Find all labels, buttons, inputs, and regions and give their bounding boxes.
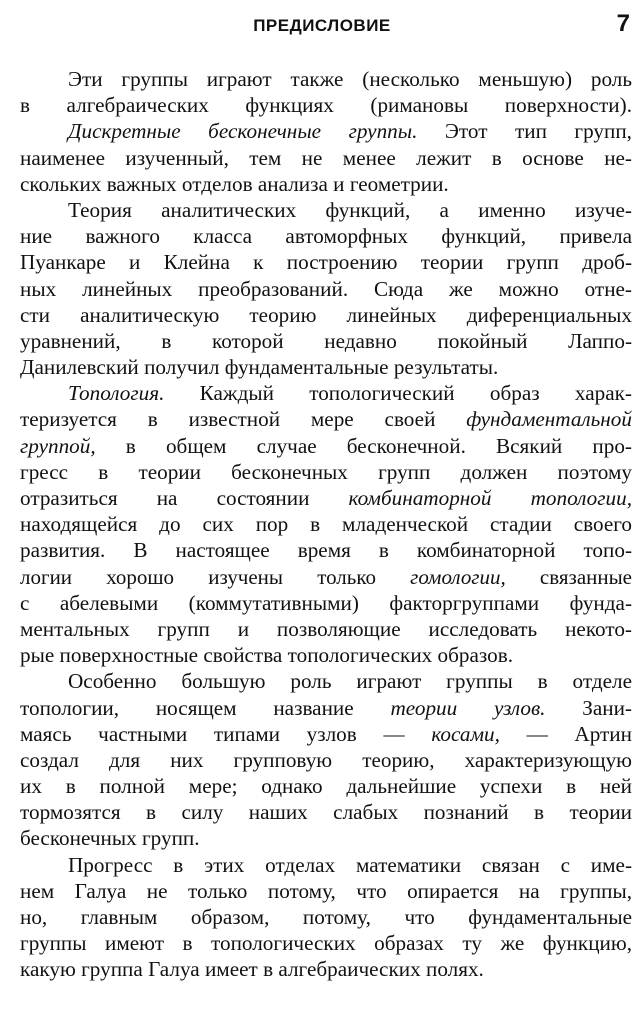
italic-term: фундаментальной — [466, 407, 632, 432]
text-line — [20, 904, 632, 930]
page-header — [0, 8, 644, 40]
line-text: Данилевский получил фундаментальные результаты. — [20, 355, 499, 380]
text-line — [20, 773, 632, 799]
text-line — [20, 145, 632, 171]
line-text: развития. В настоящее время в комбинаторной топо- — [20, 538, 632, 563]
text-line — [20, 276, 632, 302]
text-line — [20, 721, 632, 747]
text-line — [20, 459, 632, 485]
body-text — [20, 66, 632, 983]
italic-term: косами, — [431, 721, 500, 746]
text-line — [20, 799, 632, 825]
line-text: нем Галуа не только потому, что опирается на группы, — [20, 878, 632, 903]
line-text: логии хорошо изучены только — [20, 564, 411, 589]
text-line — [20, 380, 632, 406]
line-text: группы имеют в топологических образах ту же функцию, — [20, 931, 632, 956]
italic-term: Дискретные бесконечные группы. — [68, 119, 418, 144]
line-text: маясь частными типами узлов — — [20, 721, 432, 746]
italic-term: группой, — [20, 433, 96, 458]
text-line — [20, 642, 632, 668]
line-text: отразиться на состоянии — [20, 486, 349, 510]
italic-term: комбинаторной топологии, — [348, 486, 632, 510]
text-line — [20, 825, 632, 851]
text-line — [20, 171, 632, 197]
text-line — [20, 537, 632, 563]
line-text: Теория аналитических функций, а именно изуче- — [68, 197, 632, 222]
line-text: ние важного класса автоморфных функций, привела — [20, 224, 632, 249]
line-text: бесконечных групп. — [20, 826, 200, 851]
text-line — [20, 433, 632, 459]
line-text: Зани- — [545, 695, 632, 720]
text-line — [20, 328, 632, 354]
line-text: Эти группы играют также (несколько меньшую) роль — [68, 67, 632, 91]
text-line — [20, 616, 632, 642]
line-text: Пуанкаре и Клейна к построению теории групп дроб- — [20, 250, 632, 275]
line-text: ментальных групп и позволяющие исследовать некото- — [20, 616, 632, 641]
line-text: уравнений, в которой недавно покойный Лаппо- — [20, 328, 632, 353]
italic-term: Топология. — [68, 381, 165, 406]
text-line — [20, 118, 632, 144]
line-text: топологии, носящем название — [20, 695, 391, 720]
text-line — [20, 249, 632, 275]
text-line — [20, 590, 632, 616]
text-line — [20, 668, 632, 694]
text-line — [20, 956, 632, 982]
line-text: рые поверхностные свойства топологических образов. — [20, 643, 514, 668]
text-line — [20, 485, 632, 511]
italic-term: теории узлов. — [390, 695, 546, 720]
running-title: ПРЕДИСЛОВИЕ — [253, 16, 391, 35]
text-line — [20, 852, 632, 878]
text-line — [20, 406, 632, 432]
text-line — [20, 66, 632, 92]
text-line — [20, 223, 632, 249]
line-text: тормозятся в силу наших слабых познаний в теории — [20, 800, 632, 825]
line-text: Каждый топологический образ харак- — [164, 381, 632, 406]
text-line — [20, 747, 632, 773]
text-line — [20, 197, 632, 223]
line-text: в алгебраических функциях (римановы поверхности). — [20, 93, 632, 118]
line-text: но, главным образом, потому, что фундаментальные — [20, 905, 632, 929]
line-text: находящейся до сих пор в младенческой стадии своего — [20, 512, 632, 537]
line-text: Особенно большую роль играют группы в отделе — [68, 669, 632, 694]
text-line — [20, 695, 632, 721]
text-line — [20, 511, 632, 537]
line-text: теризуется в известной мере своей — [20, 407, 467, 432]
line-text: скольких важных отделов анализа и геометрии. — [20, 171, 449, 196]
line-text: с абелевыми (коммутативными) факторгруппами фунда- — [20, 590, 632, 615]
text-line — [20, 354, 632, 380]
italic-term: гомологии, — [410, 564, 506, 589]
line-text: их в полной мере; однако дальнейшие успехи в ней — [20, 774, 632, 799]
line-text: гресс в теории бесконечных групп должен поэтому — [20, 459, 632, 484]
text-line — [20, 930, 632, 956]
text-line — [20, 564, 632, 590]
line-text: связанные — [505, 564, 633, 589]
line-text: Прогресс в этих отделах математики связан с име- — [68, 852, 632, 877]
text-line — [20, 92, 632, 118]
page-number: 7 — [616, 10, 630, 37]
line-text: создал для них групповую теорию, характеризующую — [20, 747, 632, 772]
line-text: наименее изученный, тем не менее лежит в основе не- — [20, 145, 632, 170]
line-text: в общем случае бесконечной. Всякий про- — [95, 433, 632, 458]
line-text: — Артин — [499, 721, 632, 746]
line-text: какую группа Галуа имеет в алгебраических полях. — [20, 957, 484, 982]
text-line — [20, 302, 632, 328]
text-line — [20, 878, 632, 904]
line-text: ных линейных преобразований. Сюда же можно отне- — [20, 276, 632, 301]
line-text: Этот тип групп, — [417, 119, 632, 144]
line-text: сти аналитическую теорию линейных диференциальных — [20, 302, 632, 327]
